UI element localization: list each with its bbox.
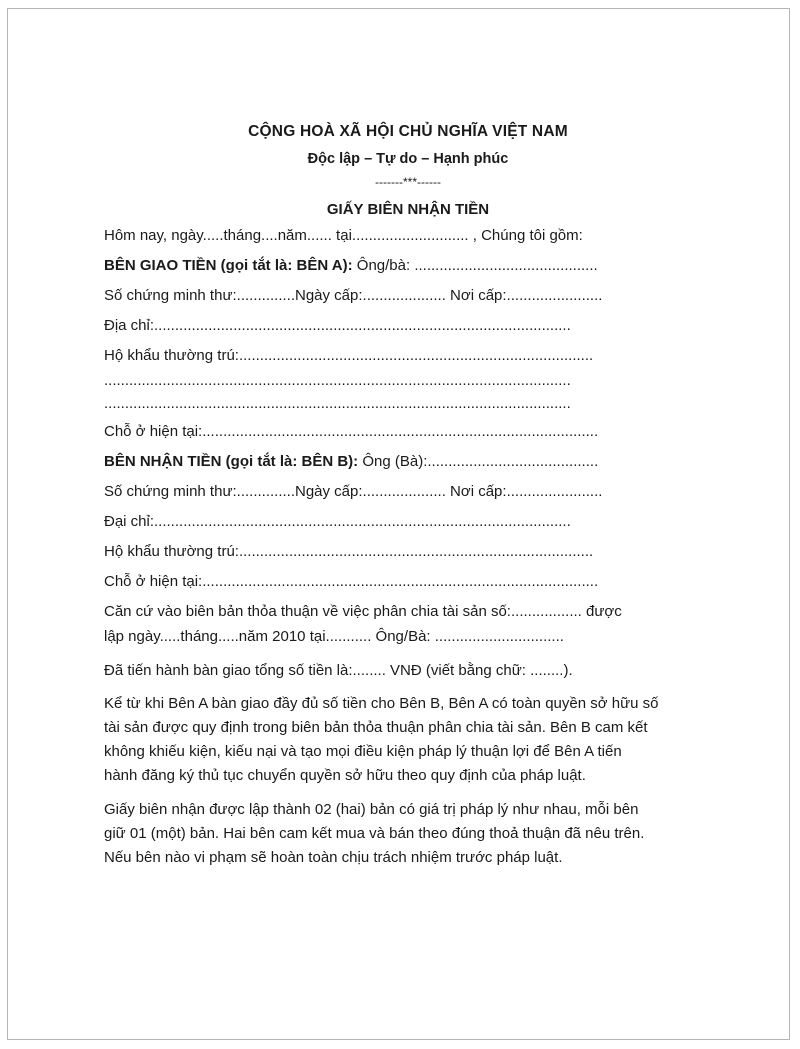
party-a-heading: BÊN GIAO TIỀN (gọi tắt là: BÊN A): xyxy=(104,257,353,274)
party-b-heading-line xyxy=(104,449,712,475)
party-a-name: Ông/bà: ............................................ xyxy=(352,257,598,274)
party-a-household: Hộ khẩu thường trú:..................................................................................... xyxy=(104,347,594,364)
party-b-heading: BÊN NHẬN TIỀN (gọi tắt là: BÊN B): xyxy=(104,453,359,470)
party-b-household: Hộ khẩu thường trú:..................................................................................... xyxy=(104,543,594,560)
ownership-paragraph-line: hành đăng ký thủ tục chuyển quyền sở hữu theo quy định của pháp luật. xyxy=(104,767,586,784)
party-a-household-cont-1: ................................................................................................................ xyxy=(104,372,571,389)
party-b-residence: Chỗ ở hiện tại:............................................................................................... xyxy=(104,573,599,590)
document-title: GIẤY BIÊN NHẬN TIỀN xyxy=(326,201,490,218)
party-b-id-line: Số chứng minh thư:..............Ngày cấp:.................... Nơi cấp:....................... xyxy=(104,483,603,500)
party-a-household-cont-2: ................................................................................................................ xyxy=(104,395,571,412)
separator: -------***------ xyxy=(375,175,441,189)
document-body xyxy=(104,117,712,870)
party-a-residence: Chỗ ở hiện tại:............................................................................................... xyxy=(104,423,599,440)
copies-paragraph-line: giữ 01 (một) bản. Hai bên cam kết mua và bán theo đúng thoả thuận đã nêu trên. xyxy=(104,825,645,842)
document-page xyxy=(7,8,790,1040)
motto-heading: Độc lập – Tự do – Hạnh phúc xyxy=(307,151,509,167)
handover-line: Đã tiến hành bàn giao tổng số tiền là:........ VNĐ (viết bằng chữ: ........). xyxy=(104,662,573,679)
copies-paragraph xyxy=(104,798,712,870)
party-b-address: Đại chỉ:.................................................................................................... xyxy=(104,513,571,530)
basis-line-1: Căn cứ vào biên bản thỏa thuận về việc phân chia tài sản số:................. được xyxy=(104,603,622,620)
intro-line: Hôm nay, ngày.....tháng....năm...... tại............................ , Chúng tôi gồm: xyxy=(104,227,583,244)
party-a-id-line: Số chứng minh thư:..............Ngày cấp:.................... Nơi cấp:....................... xyxy=(104,287,603,304)
party-b-name: Ông (Bà):......................................... xyxy=(358,453,599,470)
country-heading: CỘNG HOÀ XÃ HỘI CHỦ NGHĨA VIỆT NAM xyxy=(248,123,568,140)
copies-paragraph-line: Giấy biên nhận được lập thành 02 (hai) bản có giá trị pháp lý như nhau, mỗi bên xyxy=(104,801,639,818)
ownership-paragraph xyxy=(104,692,712,788)
ownership-paragraph-line: Kể từ khi Bên A bàn giao đầy đủ số tiền cho Bên B, Bên A có toàn quyền sở hữu số xyxy=(104,695,659,712)
basis-line-2: lập ngày.....tháng.....năm 2010 tại........... Ông/Bà: ............................... xyxy=(104,628,564,645)
party-a-address: Địa chỉ:.................................................................................................... xyxy=(104,317,571,334)
ownership-paragraph-line: không khiếu kiện, kiếu nại và tạo mọi điều kiện pháp lý thuận lợi để Bên A tiến xyxy=(104,743,622,760)
party-a-heading-line xyxy=(104,253,712,279)
ownership-paragraph-line: tài sản được quy định trong biên bản thỏa thuận phân chia tài sản. Bên B cam kết xyxy=(104,719,648,736)
copies-paragraph-line: Nếu bên nào vi phạm sẽ hoàn toàn chịu trách nhiệm trước pháp luật. xyxy=(104,849,563,866)
